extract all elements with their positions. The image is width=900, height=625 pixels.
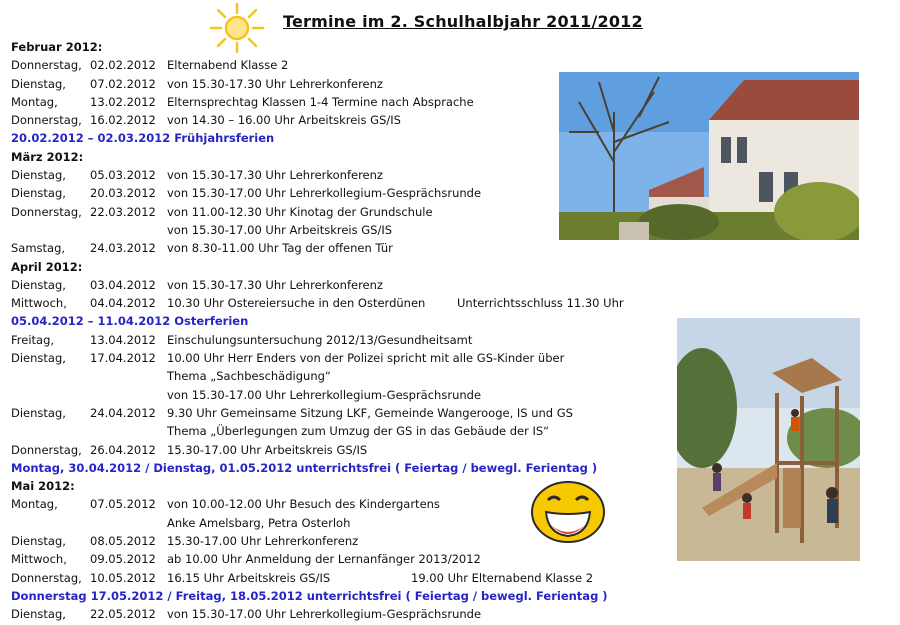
schedule-entry [11,239,651,257]
schedule-entry [11,56,651,74]
entry-date: 07.02.2012 [90,76,156,91]
entry-description: 15.30-17.00 Uhr Lehrerkonferenz [167,534,359,549]
entry-day: Dienstag, [11,607,66,622]
entry-date: 13.04.2012 [90,332,156,347]
holiday-text: Donnerstag 17.05.2012 / Freitag, 18.05.2012 unterrichtsfrei ( Feiertag / bewegl. Ferientag ) [11,588,608,603]
entry-day: Dienstag, [11,76,66,91]
schedule-entry [11,386,651,404]
entry-date: 16.02.2012 [90,113,156,128]
entry-extra-note: Unterrichtsschluss 11.30 Uhr [457,296,624,311]
entry-day: Donnerstag, [11,570,82,585]
entry-description: 10.00 Uhr Herr Enders von der Polizei spricht mit alle GS-Kinder über [167,351,565,366]
entry-date: 10.05.2012 [90,570,156,585]
entry-date: 22.05.2012 [90,607,156,622]
entry-day: Dienstag, [11,168,66,183]
entry-day: Donnerstag, [11,58,82,73]
entry-day: Dienstag, [11,186,66,201]
entry-day: Dienstag, [11,534,66,549]
schedule-entry [11,75,651,93]
entry-day: Dienstag, [11,277,66,292]
schedule-entry [11,605,651,623]
entry-description: 16.15 Uhr Arbeitskreis GS/IS [167,570,331,585]
schedule-entry [11,294,651,312]
schedule-entry [11,331,651,349]
holiday-notice [11,587,651,605]
entry-description: von 15.30-17.00 Uhr Arbeitskreis GS/IS [167,222,393,237]
schedule-entry [11,569,651,587]
entry-date: 08.05.2012 [90,534,156,549]
entry-description: 9.30 Uhr Gemeinsame Sitzung LKF, Gemeinde Wangerooge, IS und GS [167,405,573,420]
laughing-smiley-icon [528,480,608,544]
holiday-notice [11,129,651,147]
holiday-notice [11,312,651,330]
entry-day: Montag, [11,497,58,512]
entry-date: 24.03.2012 [90,241,156,256]
schedule-entry [11,166,651,184]
schedule-entry [11,111,651,129]
schedule-entry [11,276,651,294]
entry-date: 13.02.2012 [90,94,156,109]
entry-day: Dienstag, [11,351,66,366]
entry-date: 05.03.2012 [90,168,156,183]
entry-date: 17.04.2012 [90,351,156,366]
month-heading-text: Mai 2012: [11,479,75,494]
entry-description: 15.30-17.00 Uhr Arbeitskreis GS/IS [167,442,368,457]
entry-description: Elternabend Klasse 2 [167,58,289,73]
entry-date: 22.03.2012 [90,204,156,219]
schedule-entry [11,441,651,459]
entry-day: Samstag, [11,241,66,256]
schedule-entry [11,404,651,422]
schedule-entry [11,184,651,202]
entry-date: 03.04.2012 [90,277,156,292]
month-heading-text: März 2012: [11,149,84,164]
schedule-entry [11,550,651,568]
entry-extra-note: 19.00 Uhr Elternabend Klasse 2 [411,570,594,585]
entry-date: 07.05.2012 [90,497,156,512]
schedule-entry [11,221,651,239]
entry-description: Thema „Überlegungen zum Umzug der GS in das Gebäude der IS“ [167,424,550,439]
entry-date: 20.03.2012 [90,186,156,201]
entry-description: Anke Amelsbarg, Petra Osterloh [167,515,351,530]
schedule-entry [11,93,651,111]
holiday-text: 20.02.2012 – 02.03.2012 Frühjahrsferien [11,131,275,146]
schedule-entry [11,203,651,221]
entry-description: Einschulungsuntersuchung 2012/13/Gesundheitsamt [167,332,473,347]
month-heading-text: Februar 2012: [11,40,103,54]
entry-date: 04.04.2012 [90,296,156,311]
month-heading [11,258,651,276]
entry-description: von 11.00-12.30 Uhr Kinotag der Grundschule [167,204,433,219]
entry-description: von 15.30-17.00 Uhr Lehrerkollegium-Gesprächsrunde [167,387,482,402]
playground-photo [677,318,860,561]
entry-description: ab 10.00 Uhr Anmeldung der Lernanfänger 2013/2012 [167,552,481,567]
entry-description: von 15.30-17.00 Uhr Lehrerkollegium-Gesprächsrunde [167,607,482,622]
entry-day: Montag, [11,94,58,109]
entry-day: Mittwoch, [11,296,67,311]
entry-description: von 14.30 – 16.00 Uhr Arbeitskreis GS/IS [167,113,401,128]
entry-day: Mittwoch, [11,552,67,567]
entry-description: von 8.30-11.00 Uhr Tag der offenen Tür [167,241,393,256]
entry-day: Donnerstag, [11,113,82,128]
schedule-entry [11,422,651,440]
entry-description: von 15.30-17.30 Uhr Lehrerkonferenz [167,76,383,91]
entry-day: Freitag, [11,332,55,347]
holiday-text: Montag, 30.04.2012 / Dienstag, 01.05.2012 unterrichtsfrei ( Feiertag / bewegl. Ferientag ) [11,460,598,475]
entry-day: Donnerstag, [11,442,82,457]
month-heading [11,148,651,166]
entry-day: Dienstag, [11,405,66,420]
entry-date: 24.04.2012 [90,405,156,420]
entry-description: von 15.30-17.30 Uhr Lehrerkonferenz [167,168,383,183]
entry-date: 02.02.2012 [90,58,156,73]
entry-date: 26.04.2012 [90,442,156,457]
entry-description: Thema „Sachbeschädigung“ [167,369,331,384]
school-building-photo [559,72,859,240]
entry-description: 10.30 Uhr Ostereiersuche in den Osterdünen [167,296,426,311]
entry-description: von 15.30-17.30 Uhr Lehrerkonferenz [167,277,383,292]
holiday-text: 05.04.2012 – 11.04.2012 Osterferien [11,314,249,329]
month-heading [11,38,651,56]
entry-description: von 15.30-17.00 Uhr Lehrerkollegium-Gesprächsrunde [167,186,482,201]
schedule-entry [11,349,651,367]
entry-description: von 10.00-12.00 Uhr Besuch des Kindergartens [167,497,440,512]
entry-day: Donnerstag, [11,204,82,219]
month-heading-text: April 2012: [11,259,83,274]
entry-date: 09.05.2012 [90,552,156,567]
page-title: Termine im 2. Schulhalbjahr 2011/2012 [283,12,643,31]
entry-description: Elternsprechtag Klassen 1-4 Termine nach Absprache [167,94,474,109]
schedule-entry [11,367,651,385]
holiday-notice [11,459,651,477]
